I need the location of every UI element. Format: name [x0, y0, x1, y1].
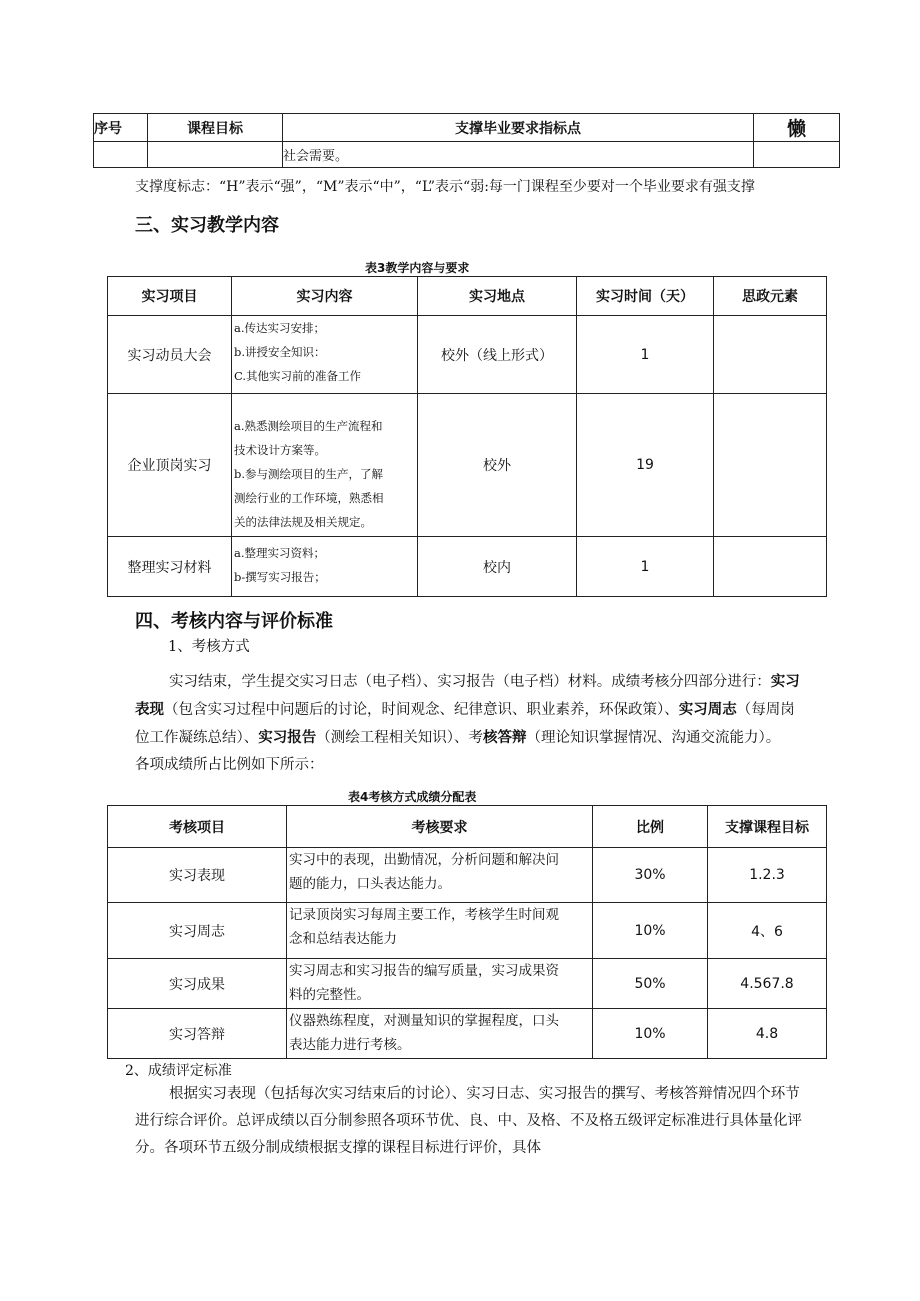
- para-line: 进行综合评价。总评成绩以百分制参照各项环节优、良、中、及格、不及格五级评定标准进行具体量化评: [135, 1113, 802, 1129]
- support-note: 支撑度标志：“H”表示“强”，“M”表示“中”，“L”表示“弱:每一门课程至少要对一个毕业要求有强支撑: [135, 179, 755, 195]
- cell: [754, 142, 840, 168]
- col-header: 比例: [593, 806, 708, 848]
- para-bold: 核答辩: [483, 729, 527, 746]
- content-line: 关的法律法规及相关规定。: [234, 515, 372, 529]
- content-line: a.传达实习安排；: [234, 321, 326, 335]
- table-row: [108, 903, 827, 959]
- col-header-extra: 懒: [754, 114, 840, 142]
- req-line: 实习中的表现，出勤情况，分析问题和解决问: [289, 852, 559, 868]
- requirement-cell: [287, 903, 593, 959]
- support-table: [93, 113, 840, 168]
- section3-heading: 三、实习教学内容: [135, 215, 279, 236]
- subheading-assessment-method: 1、考核方式: [168, 639, 250, 655]
- goal-cell: 4、6: [708, 903, 827, 959]
- ratio-cell: 30%: [593, 848, 708, 903]
- requirement-cell: [287, 1009, 593, 1059]
- req-line: 实习周志和实习报告的编写质量，实习成果资: [289, 963, 559, 979]
- col-header-index: 序号: [94, 114, 148, 142]
- content-line: 测绘行业的工作环境，熟悉相: [234, 491, 384, 505]
- item-cell: 实习成果: [108, 959, 287, 1009]
- col-header-indicator: 支撑毕业要求指标点: [283, 114, 754, 142]
- col-header: 思政元素: [714, 277, 827, 316]
- table-row: [108, 959, 827, 1009]
- para-bold: 实习周志: [678, 701, 737, 718]
- content-line: a.整理实习资料；: [234, 546, 326, 560]
- req-line: 题的能力，口头表达能力。: [289, 876, 451, 892]
- req-line: 仪器熟练程度，对测量知识的掌握程度，口头: [289, 1013, 559, 1029]
- content-cell: [232, 394, 418, 537]
- table4-caption: 表4考核方式成绩分配表: [348, 790, 477, 804]
- days-cell: 1: [577, 537, 714, 597]
- req-line: 记录顶岗实习每周主要工作，考核学生时间观: [289, 907, 559, 923]
- para-bold: 实习报告: [258, 729, 317, 746]
- content-line: b-撰写实习报告；: [234, 570, 326, 584]
- place-cell: 校外（线上形式）: [418, 316, 577, 394]
- content-line: 技术设计方案等。: [234, 443, 326, 457]
- req-line: 念和总结表达能力: [289, 931, 397, 947]
- elements-cell: [714, 316, 827, 394]
- para-text: 各项成绩所占比例如下所示：: [135, 757, 324, 773]
- grading-paragraph: [135, 1081, 855, 1162]
- elements-cell: [714, 537, 827, 597]
- para-text: 实习结束，学生提交实习日志（电子档）、实习报告（电子档）材料。成绩考核分四部分进行：: [169, 674, 771, 690]
- ratio-cell: 50%: [593, 959, 708, 1009]
- para-line: 分。各项环节五级分制成绩根据支撑的课程目标进行评价，具体: [135, 1140, 541, 1156]
- para-text: （理论知识掌握情况、沟通交流能力）。: [526, 730, 781, 746]
- para-line: 根据实习表现（包括每次实习结束后的讨论）、实习日志、实习报告的撰写、考核答辩情况四个环节: [169, 1086, 800, 1102]
- table3-caption: 表3教学内容与要求: [365, 261, 470, 275]
- ratio-cell: 10%: [593, 903, 708, 959]
- table-row: [108, 394, 827, 537]
- req-line: 料的完整性。: [289, 987, 370, 1003]
- requirement-cell: [287, 848, 593, 903]
- score-distribution-table: [107, 805, 827, 1059]
- col-header: 实习时间（天）: [577, 277, 714, 316]
- days-cell: 1: [577, 316, 714, 394]
- col-header: 实习内容: [232, 277, 418, 316]
- content-cell: [232, 316, 418, 394]
- para-text: 位工作凝练总结）、: [135, 730, 259, 746]
- col-header: 支撑课程目标: [708, 806, 827, 848]
- ratio-cell: 10%: [593, 1009, 708, 1059]
- table-row: [108, 848, 827, 903]
- item-cell: 实习周志: [108, 903, 287, 959]
- cell: [94, 142, 148, 168]
- goal-cell: 1.2.3: [708, 848, 827, 903]
- para-bold: 表现: [135, 701, 164, 718]
- item-cell: 实习答辩: [108, 1009, 287, 1059]
- goal-cell: 4.567.8: [708, 959, 827, 1009]
- table-row: [108, 1009, 827, 1059]
- item-cell: 整理实习材料: [108, 537, 232, 597]
- col-header: 考核项目: [108, 806, 287, 848]
- teaching-content-table: [107, 276, 827, 597]
- requirement-cell: [287, 959, 593, 1009]
- req-line: 表达能力进行考核。: [289, 1037, 411, 1053]
- subheading-grading-standard: 2、成绩评定标准: [125, 1063, 232, 1079]
- item-cell: 实习动员大会: [108, 316, 232, 394]
- cell: 社会需要。: [283, 142, 754, 168]
- place-cell: 校外: [418, 394, 577, 537]
- content-line: b.参与测绘项目的生产，了解: [234, 467, 384, 481]
- content-line: C.其他实习前的准备工作: [234, 369, 362, 383]
- item-cell: 实习表现: [108, 848, 287, 903]
- item-cell: 企业顶岗实习: [108, 394, 232, 537]
- para-text: （测绘工程相关知识）、考: [316, 730, 483, 746]
- section4-heading: 四、考核内容与评价标准: [135, 611, 333, 632]
- col-header: 考核要求: [287, 806, 593, 848]
- content-line: b.讲授安全知识：: [234, 345, 326, 359]
- days-cell: 19: [577, 394, 714, 537]
- para-text: （包含实习过程中问题后的讨论，时间观念、纪律意识、职业素养，环保政策）、: [164, 702, 679, 718]
- goal-cell: 4.8: [708, 1009, 827, 1059]
- para-text: （每周岗: [736, 702, 795, 718]
- table-row: [108, 316, 827, 394]
- col-header-goal: 课程目标: [148, 114, 283, 142]
- para-bold: 实习: [770, 673, 800, 690]
- assessment-paragraph: [135, 668, 855, 779]
- content-line: a.熟悉测绘项目的生产流程和: [234, 419, 383, 433]
- table-row: [108, 537, 827, 597]
- col-header: 实习地点: [418, 277, 577, 316]
- place-cell: 校内: [418, 537, 577, 597]
- cell: [148, 142, 283, 168]
- col-header: 实习项目: [108, 277, 232, 316]
- content-cell: [232, 537, 418, 597]
- elements-cell: [714, 394, 827, 537]
